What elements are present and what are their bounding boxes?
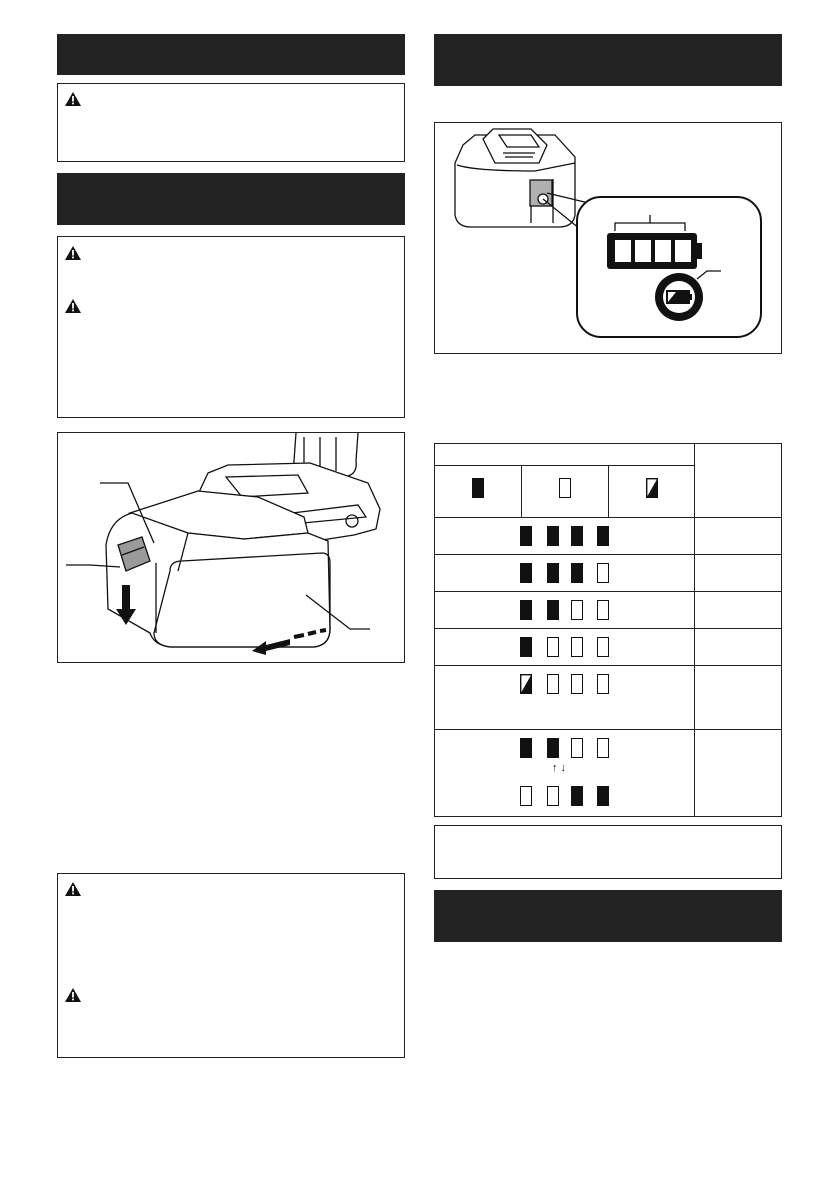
- warning-icon: [65, 299, 81, 313]
- table-row: [434, 591, 694, 628]
- lamp-lighted-icon: [571, 563, 583, 583]
- lamp-lighted-icon: [547, 563, 559, 583]
- alternating-arrows: ↑ ↓: [552, 762, 567, 774]
- remaining-capacity-cell: [694, 554, 782, 591]
- lamp-off-icon: [547, 674, 559, 694]
- lamp-blinking-icon: [520, 674, 532, 694]
- note-box: [434, 825, 782, 879]
- battery-removal-figure: [57, 432, 405, 663]
- lamp-off-icon: [571, 600, 583, 620]
- remaining-capacity-cell: [694, 517, 782, 554]
- section-heading-bar: [57, 34, 405, 75]
- table-header-indicator-lamps: [434, 443, 694, 465]
- lamp-lighted-icon: [597, 786, 609, 806]
- lamp-lighted-icon: [597, 526, 609, 546]
- table-row: [434, 729, 694, 817]
- table-row: [434, 517, 694, 554]
- lamp-off-icon: [547, 637, 559, 657]
- lamp-off-icon: [597, 637, 609, 657]
- section-heading-bar: [434, 890, 782, 942]
- legend-lighted: [434, 465, 521, 517]
- lamp-lighted-icon: [520, 738, 532, 758]
- lamp-off-icon: [571, 674, 583, 694]
- lamp-lighted-icon: [547, 526, 559, 546]
- table-row: [434, 554, 694, 591]
- lamp-off-icon: [559, 478, 571, 498]
- lamp-off-icon: [520, 786, 532, 806]
- battery-removal-illustration: [58, 433, 404, 662]
- warning-icon: [65, 246, 81, 260]
- lamp-lighted-icon: [547, 600, 559, 620]
- lamp-lighted-icon: [571, 786, 583, 806]
- section-heading-bar: [57, 173, 405, 225]
- lamp-lighted-icon: [520, 526, 532, 546]
- warning-box: [57, 873, 405, 1058]
- lamp-off-icon: [547, 786, 559, 806]
- warning-box: [57, 83, 405, 162]
- lamp-lighted-icon: [520, 637, 532, 657]
- battery-indicator-figure: [434, 122, 782, 354]
- remaining-capacity-cell: [694, 591, 782, 628]
- lamp-off-icon: [597, 563, 609, 583]
- remaining-capacity-cell: [694, 628, 782, 665]
- lamp-off-icon: [597, 600, 609, 620]
- legend-blinking: [608, 465, 694, 517]
- warning-icon: [65, 882, 81, 896]
- lamp-off-icon: [597, 674, 609, 694]
- warning-icon: [65, 92, 81, 106]
- table-header-remaining-capacity: [694, 443, 782, 517]
- lamp-lighted-icon: [472, 478, 484, 498]
- lamp-off-icon: [597, 738, 609, 758]
- warning-box: [57, 236, 405, 418]
- lamp-lighted-icon: [571, 526, 583, 546]
- lamp-blinking-icon: [646, 478, 658, 498]
- legend-off: [521, 465, 608, 517]
- warning-icon: [65, 988, 81, 1002]
- lamp-lighted-icon: [547, 738, 559, 758]
- battery-indicator-illustration: [435, 123, 781, 353]
- table-row: [434, 665, 694, 729]
- lamp-off-icon: [571, 637, 583, 657]
- table-row: [434, 628, 694, 665]
- lamp-lighted-icon: [520, 563, 532, 583]
- remaining-capacity-cell: [694, 665, 782, 729]
- lamp-off-icon: [571, 738, 583, 758]
- section-heading-bar: [434, 34, 782, 86]
- remaining-capacity-cell: [694, 729, 782, 817]
- indicator-table: [434, 443, 782, 817]
- lamp-lighted-icon: [520, 600, 532, 620]
